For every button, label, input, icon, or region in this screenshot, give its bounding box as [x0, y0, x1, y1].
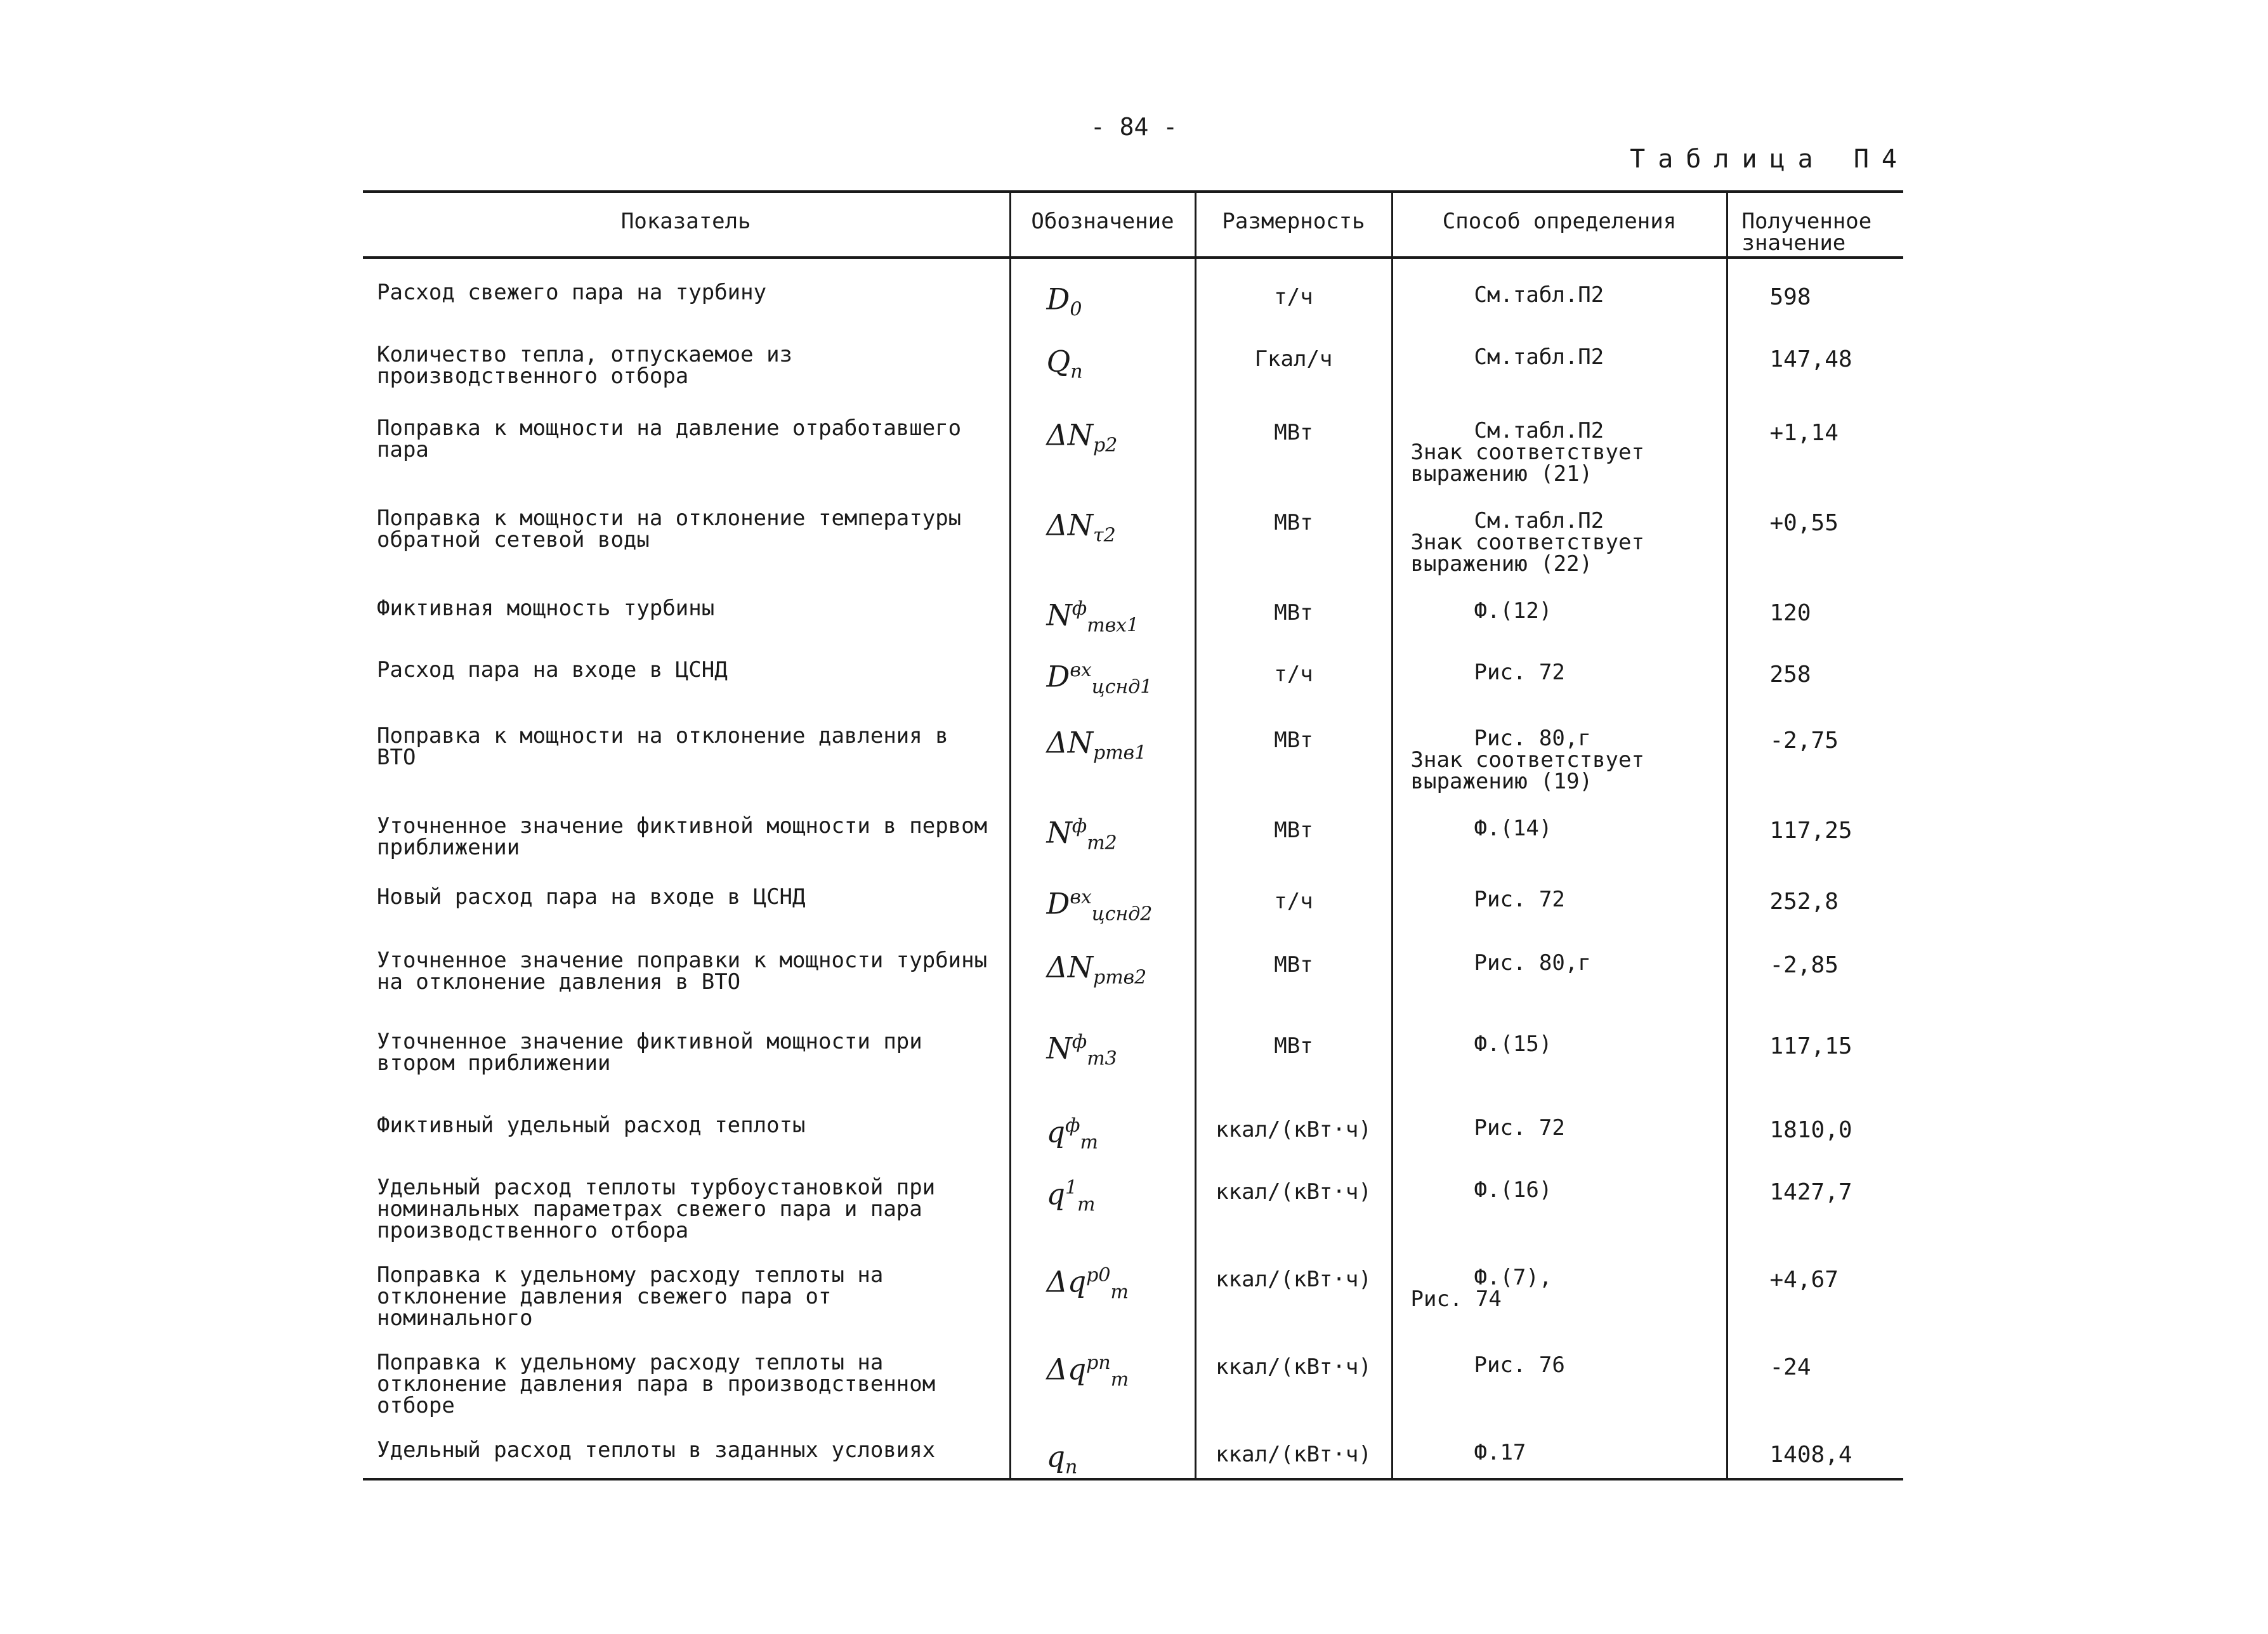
- table-row: [363, 1241, 1903, 1329]
- symbol-base: Q: [1046, 343, 1071, 378]
- method-cell: [1392, 1416, 1727, 1480]
- symbol-cell: [1010, 485, 1195, 575]
- symbol-cell: [1010, 1008, 1195, 1092]
- indicator-cell: Фиктивный удельный расход теплоты: [377, 1113, 806, 1139]
- symbol-subscript: твх1: [1087, 614, 1139, 637]
- symbol-cell: [1010, 258, 1195, 321]
- table-row: [363, 395, 1903, 485]
- value-cell: -2,85: [1727, 927, 1903, 1008]
- method-cell: [1392, 1241, 1727, 1329]
- method-note: Знак соответствует выражению (22): [1410, 529, 1644, 577]
- symbol-base: N: [1046, 597, 1072, 632]
- symbol-subscript: p2: [1092, 434, 1118, 457]
- symbol-base: D: [1046, 886, 1070, 921]
- symbol-cell: [1010, 321, 1195, 395]
- method-text: Рис. 72: [1474, 887, 1565, 913]
- table-row: [363, 575, 1903, 637]
- method-cell: [1392, 927, 1727, 1008]
- indicator-cell: Поправка к удельному расходу теплоты на отклонение давления свежего пара от номинального: [377, 1262, 884, 1331]
- symbol-subscript: 0: [1070, 298, 1082, 321]
- method-text: См.табл.П2: [1474, 282, 1604, 308]
- method-note: Знак соответствует выражению (21): [1410, 439, 1644, 487]
- method-text: Ф.(12): [1474, 598, 1552, 624]
- page-number: - 84 -: [1090, 113, 1178, 141]
- value-cell: 117,15: [1727, 1008, 1903, 1092]
- table-row: [363, 1154, 1903, 1241]
- method-cell: [1392, 863, 1727, 927]
- unit-cell: ккал/(кВт·ч): [1195, 1329, 1392, 1416]
- table-body: [363, 258, 1903, 1479]
- table-row: [363, 636, 1903, 702]
- unit-cell: ккал/(кВт·ч): [1195, 1154, 1392, 1241]
- symbol-subscript: т: [1080, 1131, 1098, 1154]
- symbol-cell: [1010, 395, 1195, 485]
- header-unit: Размерность: [1195, 192, 1392, 258]
- indicator-cell: Уточненное значение фиктивной мощности в первом приближении: [377, 813, 988, 861]
- symbol-cell: [1010, 636, 1195, 702]
- symbol-cell: [1010, 863, 1195, 927]
- value-cell: 252,8: [1727, 863, 1903, 927]
- symbol-cell: [1010, 927, 1195, 1008]
- unit-cell: т/ч: [1195, 258, 1392, 321]
- data-table: [363, 190, 1903, 1480]
- symbol-base: N: [1046, 815, 1072, 850]
- method-cell: [1392, 395, 1727, 485]
- indicator-cell: Фиктивная мощность турбины: [377, 595, 715, 621]
- unit-cell: ккал/(кВт·ч): [1195, 1416, 1392, 1480]
- unit-cell: МВт: [1195, 1008, 1392, 1092]
- value-cell: -2,75: [1727, 702, 1903, 792]
- unit-cell: ккал/(кВт·ч): [1195, 1092, 1392, 1154]
- symbol-superscript: вх: [1070, 659, 1092, 682]
- value-cell: 117,25: [1727, 792, 1903, 863]
- symbol-cell: [1010, 575, 1195, 637]
- symbol-cell: [1010, 792, 1195, 863]
- method-cell: [1392, 792, 1727, 863]
- symbol-base: D: [1046, 282, 1070, 317]
- method-cell: [1392, 485, 1727, 575]
- method-text: См.табл.П2: [1474, 344, 1604, 370]
- value-cell: -24: [1727, 1329, 1903, 1416]
- unit-cell: МВт: [1195, 702, 1392, 792]
- symbol-subscript: т3: [1087, 1047, 1117, 1070]
- header-indicator: Показатель: [363, 192, 1010, 258]
- method-text: Ф.(7),: [1474, 1264, 1552, 1290]
- symbol-cell: [1010, 1154, 1195, 1241]
- table-row: [363, 485, 1903, 575]
- symbol-cell: [1010, 1092, 1195, 1154]
- table-row: [363, 1092, 1903, 1154]
- symbol-subscript: цснд1: [1091, 676, 1153, 698]
- method-text: Рис. 72: [1474, 660, 1565, 686]
- indicator-cell: Удельный расход теплоты турбоустановкой при номинальных параметрах свежего пара и пара производственного отбора: [377, 1174, 936, 1243]
- value-cell: 258: [1727, 636, 1903, 702]
- symbol-base: Δq: [1046, 1264, 1087, 1298]
- unit-cell: ккал/(кВт·ч): [1195, 1241, 1392, 1329]
- symbol-subscript: т: [1110, 1368, 1129, 1391]
- value-cell: 1408,4: [1727, 1416, 1903, 1480]
- indicator-cell: Поправка к мощности на отклонение давления в ВТО: [377, 723, 948, 771]
- method-text: Рис. 80,г: [1474, 726, 1591, 752]
- method-text: Ф.17: [1474, 1439, 1526, 1465]
- value-cell: +0,55: [1727, 485, 1903, 575]
- table-row: [363, 863, 1903, 927]
- symbol-superscript: 1: [1065, 1176, 1078, 1199]
- symbol-subscript: pтв2: [1092, 966, 1147, 989]
- table-row: [363, 927, 1903, 1008]
- indicator-cell: Поправка к мощности на отклонение температуры обратной сетевой воды: [377, 505, 962, 552]
- symbol-subscript: т: [1077, 1193, 1096, 1216]
- symbol-base: q: [1046, 1114, 1065, 1149]
- method-cell: [1392, 1329, 1727, 1416]
- table-row: [363, 1008, 1903, 1092]
- symbol-cell: [1010, 702, 1195, 792]
- value-cell: 1427,7: [1727, 1154, 1903, 1241]
- symbol-superscript: ф: [1072, 815, 1087, 838]
- indicator-cell: Поправка к мощности на давление отработавшего пара: [377, 415, 962, 462]
- method-cell: [1392, 258, 1727, 321]
- method-cell: [1392, 321, 1727, 395]
- method-text: Рис. 72: [1474, 1115, 1565, 1141]
- method-cell: [1392, 1092, 1727, 1154]
- symbol-base: q: [1046, 1176, 1065, 1211]
- symbol-superscript: p0: [1086, 1264, 1111, 1286]
- method-text: См.табл.П2: [1474, 507, 1604, 533]
- value-cell: 598: [1727, 258, 1903, 321]
- method-cell: [1392, 575, 1727, 637]
- table-row: [363, 1329, 1903, 1416]
- symbol-base: Δq: [1046, 1351, 1087, 1386]
- indicator-cell: Уточненное значение поправки к мощности турбины на отклонение давления в ВТО: [377, 948, 988, 995]
- unit-cell: т/ч: [1195, 863, 1392, 927]
- symbol-subscript: т: [1110, 1281, 1129, 1304]
- header-symbol: Обозначение: [1010, 192, 1195, 258]
- method-text: Ф.(16): [1474, 1177, 1552, 1203]
- symbol-superscript: pп: [1086, 1351, 1111, 1374]
- value-cell: 120: [1727, 575, 1903, 637]
- indicator-cell: Расход свежего пара на турбину: [377, 280, 767, 305]
- symbol-cell: [1010, 1241, 1195, 1329]
- symbol-base: ΔN: [1046, 507, 1093, 542]
- table-header-row: [363, 192, 1903, 258]
- symbol-subscript: т2: [1087, 832, 1117, 854]
- symbol-base: q: [1046, 1439, 1065, 1474]
- indicator-cell: Уточненное значение фиктивной мощности при втором приближении: [377, 1029, 922, 1076]
- method-text: Ф.(14): [1474, 816, 1552, 842]
- unit-cell: т/ч: [1195, 636, 1392, 702]
- method-cell: [1392, 1154, 1727, 1241]
- unit-cell: МВт: [1195, 395, 1392, 485]
- method-note: Знак соответствует выражению (19): [1410, 747, 1644, 795]
- table-caption: Таблица П4: [1630, 145, 1910, 174]
- indicator-cell: Поправка к удельному расходу теплоты на отклонение давления пара в производственном отборе: [377, 1349, 936, 1418]
- method-cell: [1392, 636, 1727, 702]
- symbol-superscript: ф: [1072, 597, 1087, 620]
- indicator-cell: Удельный расход теплоты в заданных условиях: [363, 1416, 1010, 1480]
- table-row: [363, 702, 1903, 792]
- symbol-superscript: ф: [1065, 1114, 1080, 1137]
- method-cell: [1392, 1008, 1727, 1092]
- unit-cell: МВт: [1195, 485, 1392, 575]
- symbol-superscript: ф: [1072, 1031, 1087, 1054]
- table-row: [363, 1416, 1903, 1480]
- header-method: Способ определения: [1392, 192, 1727, 258]
- symbol-cell: [1010, 1416, 1195, 1480]
- symbol-subscript: pтв1: [1092, 742, 1147, 764]
- symbol-base: ΔN: [1046, 725, 1093, 760]
- value-cell: 147,48: [1727, 321, 1903, 395]
- symbol-subscript: п: [1065, 1456, 1078, 1479]
- symbol-subscript: τ2: [1092, 524, 1116, 547]
- header-value: Полученное значение: [1727, 192, 1903, 258]
- method-text: Ф.(15): [1474, 1031, 1552, 1057]
- value-cell: +4,67: [1727, 1241, 1903, 1329]
- symbol-cell: [1010, 1329, 1195, 1416]
- method-text: Рис. 76: [1474, 1352, 1565, 1378]
- unit-cell: МВт: [1195, 575, 1392, 637]
- value-cell: 1810,0: [1727, 1092, 1903, 1154]
- method-note: Рис. 74: [1410, 1286, 1502, 1312]
- value-cell: +1,14: [1727, 395, 1903, 485]
- table-row: [363, 258, 1903, 321]
- indicator-cell: Расход пара на входе в ЦСНД: [377, 657, 728, 683]
- symbol-base: N: [1046, 1031, 1072, 1066]
- symbol-subscript: цснд2: [1091, 903, 1153, 925]
- method-text: См.табл.П2: [1474, 417, 1604, 443]
- table-row: [363, 321, 1903, 395]
- symbol-base: D: [1046, 659, 1070, 694]
- symbol-base: ΔN: [1046, 950, 1093, 984]
- indicator-cell: Количество тепла, отпускаемое из производственного отбора: [377, 341, 793, 389]
- symbol-base: ΔN: [1046, 417, 1093, 452]
- unit-cell: МВт: [1195, 927, 1392, 1008]
- unit-cell: МВт: [1195, 792, 1392, 863]
- method-text: Рис. 80,г: [1474, 950, 1591, 976]
- symbol-superscript: вх: [1070, 886, 1092, 909]
- unit-cell: Гкал/ч: [1195, 321, 1392, 395]
- indicator-cell: Новый расход пара на входе в ЦСНД: [377, 884, 806, 910]
- method-cell: [1392, 702, 1727, 795]
- table-row: [363, 792, 1903, 863]
- symbol-subscript: п: [1070, 360, 1083, 383]
